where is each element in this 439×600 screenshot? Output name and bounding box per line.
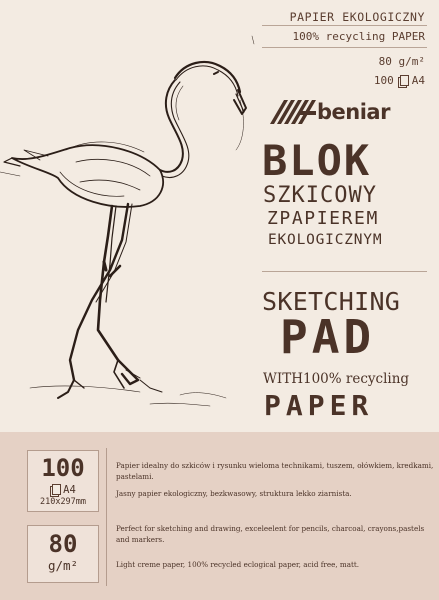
paper-weight-label: 80 g/m² (378, 55, 425, 68)
weight-number: 80 (48, 530, 78, 558)
sheets-number: 100 (41, 454, 85, 482)
sheet-count-label (374, 74, 425, 87)
title-zpapierem: ZPAPIEREM (267, 208, 379, 229)
sheets-format-row (28, 484, 98, 496)
sheets-format: A4 (63, 484, 76, 496)
divider-line (262, 271, 427, 272)
divider-line (262, 47, 427, 48)
paper-sheets-icon (398, 75, 408, 87)
brand-name: beniar (317, 100, 390, 124)
sheets-size: 210x297mm (39, 497, 87, 507)
title-blok: BLOK (262, 136, 372, 185)
description-en-2: Light creme paper, 100% recycled eclogical paper, acid free, matt. (116, 560, 360, 569)
sheet-count-number: 100 (373, 74, 394, 87)
paper-sheets-icon (50, 484, 60, 496)
title-sketching: SKETCHING (262, 287, 401, 316)
title-ekologicznym: EKOLOGICZNYM (268, 232, 383, 248)
title-pad: PAD (280, 310, 376, 364)
description-pl-1: Papier idealny do szkiców i rysunku wieloma technikami, tuszem, ołówkiem, kredkami, pastelami. (116, 461, 434, 482)
footer-divider (106, 448, 107, 586)
weight-info-box (27, 525, 99, 583)
description-en-1: Perfect for sketching and drawing, exceleelent for pencils, charcoal, crayons,pastels and markers. (116, 524, 425, 545)
title-with-recycling: WITH100% recycling (263, 371, 410, 387)
divider-line (262, 25, 427, 26)
flamingo-sketch-illustration (0, 0, 260, 430)
beniar-stripes-icon (270, 100, 316, 124)
brand-logo (270, 100, 390, 124)
eco-paper-tag: PAPIER EKOLOGICZNY (289, 10, 425, 24)
recycling-paper-tag: 100% recycling PAPER (292, 30, 425, 43)
title-paper: PAPER (264, 389, 374, 422)
title-szkicowy: SZKICOWY (263, 183, 377, 208)
description-pl-2: Jasny papier ekologiczny, bezkwasowy, struktura lekko ziarnista. (116, 489, 352, 498)
weight-unit: g/m² (47, 558, 79, 573)
sheet-format: A4 (411, 74, 425, 87)
sheets-info-box (27, 450, 99, 512)
